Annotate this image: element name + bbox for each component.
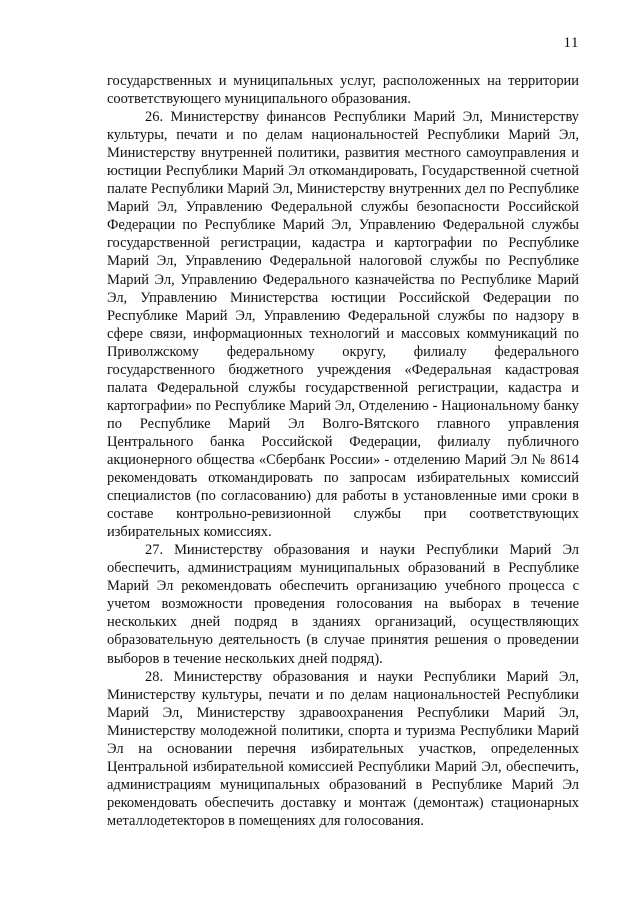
page-number: 11 [563, 35, 579, 51]
paragraph-continuation: государственных и муниципальных услуг, расположенных на территории соответствующего муниципального образования. [107, 73, 579, 108]
paragraph-item-28: 28. Министерству образования и науки Республики Марий Эл, Министерству культуры, печати и по делам национальностей Республики Марий Эл, Министерству здравоохранения Республики Марий Эл, Министерству молодежной политики, спорта и туризма Республики Марий Эл на основании перечня избирательных участков, определенных Центральной избирательной комиссией Республики Марий Эл, обеспечить, администрациям муниципальных образований в Республике Марий Эл рекомендовать обеспечить доставку и монтаж (демонтаж) стационарных металлодетекторов в помещениях для голосования. [107, 668, 579, 829]
paragraph-item-27: 27. Министерству образования и науки Республики Марий Эл обеспечить, администрациям муниципальных образований в Республике Марий Эл рекомендовать обеспечить организацию учебного процесса с учетом возможности проведения голосования на выборах в течение нескольких дней подряд в зданиях организаций, осуществляющих образовательную деятельность (в случае принятия решения о проведении выборов в течение нескольких дней подряд). [107, 542, 579, 667]
paragraph-item-26: 26. Министерству финансов Республики Марий Эл, Министерству культуры, печати и по делам национальностей Республики Марий Эл, Министерству внутренней политики, развития местного самоуправления и юстиции Республики Марий Эл откомандировать, Государственной счетной палате Республики Марий Эл, Министерству внутренних дел по Республике Марий Эл, Управлению Федеральной службы безопасности Российской Федерации по Республике Марий Эл, Управлению Федеральной службы государственной регистрации, кадастра и картографии по Республике Марий Эл, Управлению Федеральной налоговой службы по Республике Марий Эл, Управлению Федерального казначейства по Республике Марий Эл, Управлению Министерства юстиции Российской Федерации по Республике Марий Эл, Управлению Федеральной службы по надзору в сфере связи, информационных технологий и массовых коммуникаций по Приволжскому федеральному округу, филиалу федерального государственного бюджетного учреждения «Федеральная кадастровая палата Федеральной службы государственной регистрации, кадастра и картографии» по Республике Марий Эл, Отделению - Национальному банку по Республике Марий Эл Волго-Вятского главного управления Центрального банка Российской Федерации, филиалу публичного акционерного общества «Сбербанк России» - отделению Марий Эл № 8614 рекомендовать откомандировать по запросам избирательных комиссий специалистов (по согласованию) для работы в установленные ими сроки в составе контрольно-ревизионной службы при соответствующих избирательных комиссиях. [107, 109, 579, 541]
document-body [107, 72, 579, 830]
